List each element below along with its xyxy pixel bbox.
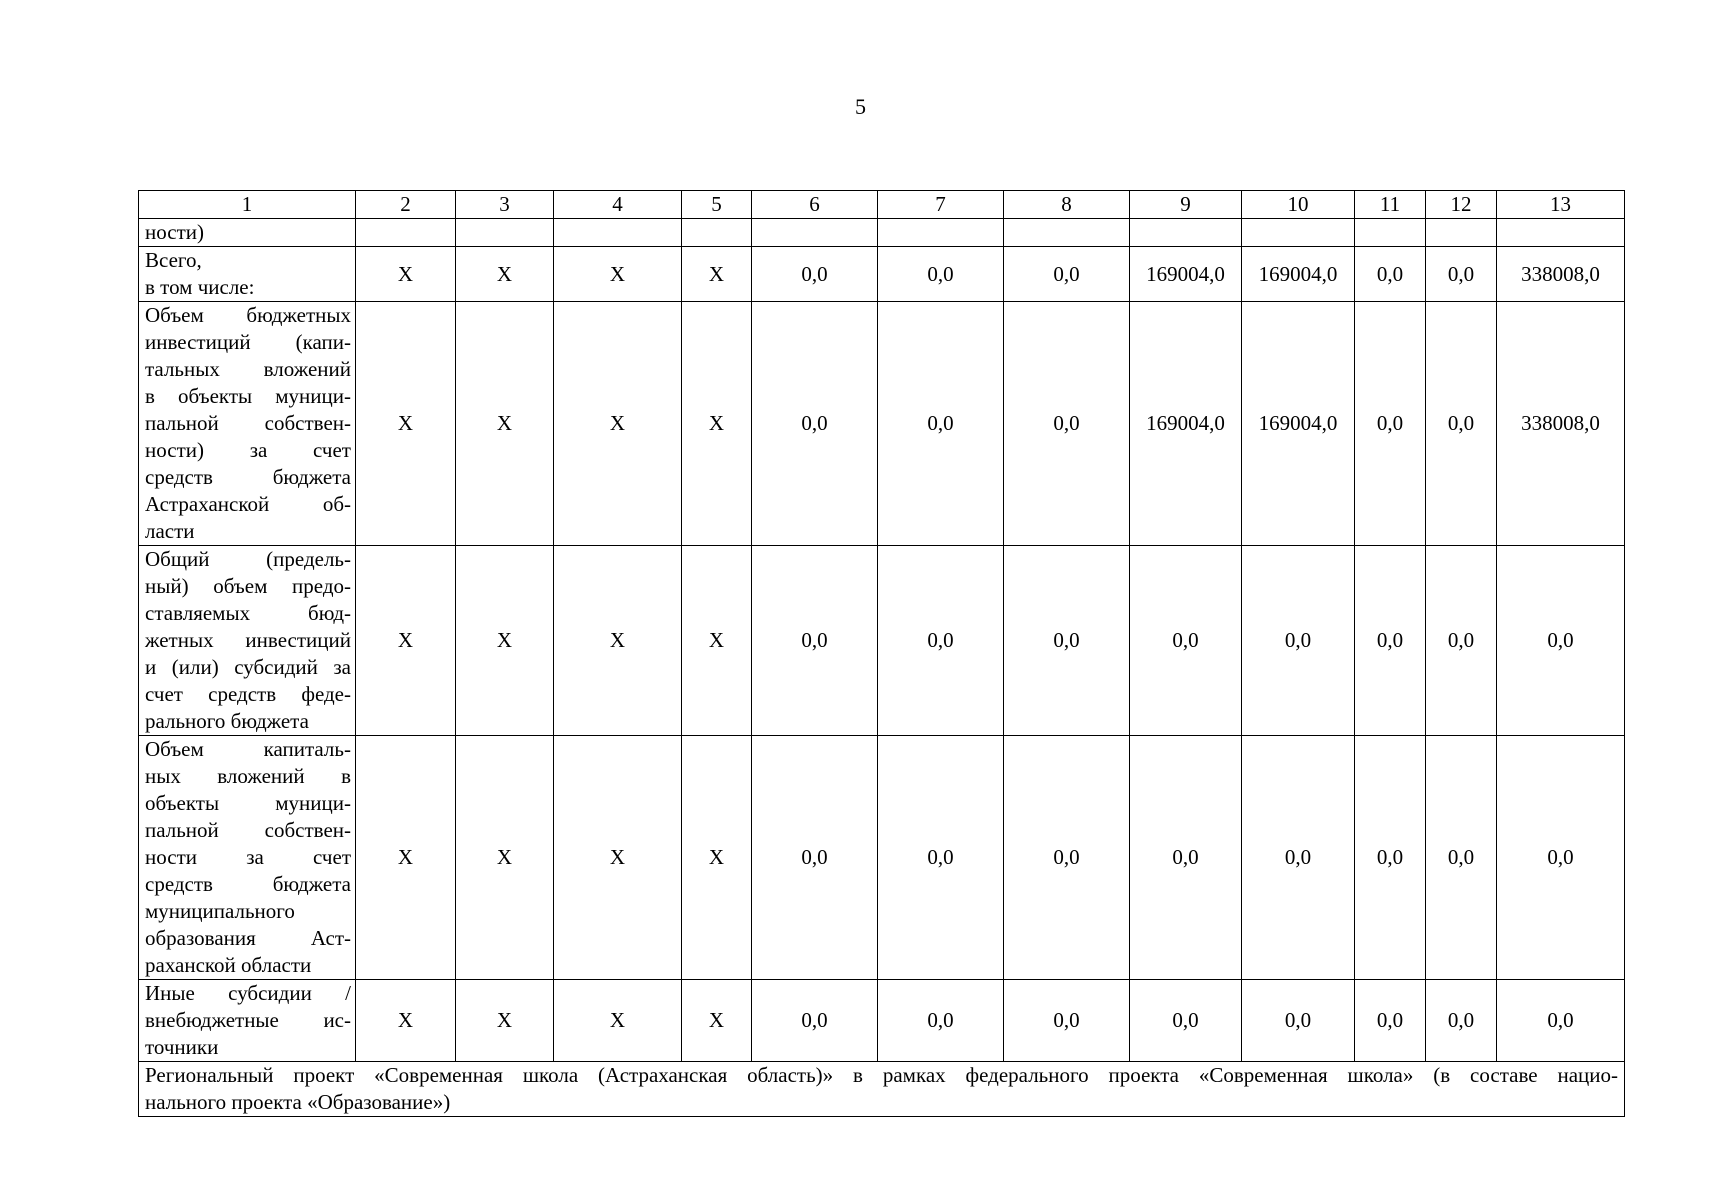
table-cell: X xyxy=(554,302,682,546)
column-header: 12 xyxy=(1426,191,1497,219)
column-header: 7 xyxy=(878,191,1004,219)
row-label-line: ности) за счет xyxy=(145,438,351,462)
row-label-line: жетных инвестиций xyxy=(145,628,351,652)
table-cell: X xyxy=(682,302,752,546)
section-title-row xyxy=(139,1062,1625,1117)
table-cell: X xyxy=(356,302,456,546)
table-cell xyxy=(1130,219,1242,247)
table-cell: 338008,0 xyxy=(1497,302,1625,546)
row-label-line: и (или) субсидий за xyxy=(145,655,351,679)
row-label-line: счет средств феде- xyxy=(145,682,351,706)
row-label-line: ставляемых бюд- xyxy=(145,601,351,625)
table-row xyxy=(139,219,1625,247)
table-row xyxy=(139,247,1625,302)
table-cell: X xyxy=(356,736,456,980)
table-cell: X xyxy=(554,546,682,736)
table-cell: 169004,0 xyxy=(1242,302,1355,546)
table-cell: 0,0 xyxy=(1355,302,1426,546)
table-cell: 0,0 xyxy=(1130,980,1242,1062)
table-cell: 0,0 xyxy=(752,247,878,302)
table-cell: 0,0 xyxy=(1426,302,1497,546)
budget-table xyxy=(138,190,1625,1117)
row-label-line: тальных вложений xyxy=(145,357,351,381)
row-label-cell xyxy=(139,302,356,546)
table-cell: 0,0 xyxy=(1130,736,1242,980)
table-cell: 0,0 xyxy=(1004,980,1130,1062)
table-cell xyxy=(752,219,878,247)
column-header: 9 xyxy=(1130,191,1242,219)
row-label-line: ный) объем предо- xyxy=(145,574,351,598)
column-header: 5 xyxy=(682,191,752,219)
table-cell: X xyxy=(456,980,554,1062)
column-header: 6 xyxy=(752,191,878,219)
row-label-line: средств бюджета xyxy=(145,872,351,896)
table-cell: X xyxy=(554,980,682,1062)
table-cell: 0,0 xyxy=(1426,980,1497,1062)
row-label-line: Всего, xyxy=(145,248,202,272)
row-label-cell xyxy=(139,980,356,1062)
column-header: 10 xyxy=(1242,191,1355,219)
row-label-cell xyxy=(139,546,356,736)
row-label-line: ных вложений в xyxy=(145,764,351,788)
row-label-line: Объем бюджетных xyxy=(145,303,351,327)
table-cell xyxy=(878,219,1004,247)
column-header: 4 xyxy=(554,191,682,219)
table-cell: 0,0 xyxy=(878,247,1004,302)
row-label-line: в том числе: xyxy=(145,275,255,299)
table-cell: 0,0 xyxy=(1004,736,1130,980)
column-header: 13 xyxy=(1497,191,1625,219)
row-label-line: пальной собствен- xyxy=(145,818,351,842)
column-header: 1 xyxy=(139,191,356,219)
row-label-cell xyxy=(139,736,356,980)
column-header: 2 xyxy=(356,191,456,219)
row-label-line: Общий (предель- xyxy=(145,547,351,571)
table-cell: 338008,0 xyxy=(1497,247,1625,302)
table-cell: 0,0 xyxy=(1355,980,1426,1062)
table-cell: X xyxy=(356,546,456,736)
table-row xyxy=(139,302,1625,546)
table-cell: 169004,0 xyxy=(1242,247,1355,302)
table-cell xyxy=(554,219,682,247)
row-label-line: пальной собствен- xyxy=(145,411,351,435)
table-cell: X xyxy=(682,736,752,980)
table-cell: 169004,0 xyxy=(1130,247,1242,302)
row-label-cell xyxy=(139,219,356,247)
column-header: 3 xyxy=(456,191,554,219)
table-row xyxy=(139,736,1625,980)
row-label-line: Астраханской об- xyxy=(145,492,351,516)
table-cell: 0,0 xyxy=(1426,247,1497,302)
row-label-line: Объем капиталь- xyxy=(145,737,351,761)
table-cell: 0,0 xyxy=(1004,247,1130,302)
table-cell: 0,0 xyxy=(1426,736,1497,980)
table-cell xyxy=(1355,219,1426,247)
table-cell: X xyxy=(456,302,554,546)
section-title-cell xyxy=(139,1062,1625,1117)
row-label-line: образования Аст- xyxy=(145,926,351,950)
table-cell: X xyxy=(554,736,682,980)
table-cell: X xyxy=(682,247,752,302)
table-cell: 0,0 xyxy=(878,546,1004,736)
table-cell xyxy=(1497,219,1625,247)
row-label-line: точники xyxy=(145,1035,219,1059)
table-cell: X xyxy=(682,980,752,1062)
table-cell: 0,0 xyxy=(1426,546,1497,736)
table-cell: 0,0 xyxy=(878,302,1004,546)
table-cell xyxy=(456,219,554,247)
table-cell: 0,0 xyxy=(878,736,1004,980)
table-cell: 0,0 xyxy=(1130,546,1242,736)
table-cell: 0,0 xyxy=(1497,980,1625,1062)
table-cell xyxy=(1242,219,1355,247)
header-row xyxy=(139,191,1625,219)
table-cell: X xyxy=(356,980,456,1062)
table-cell: X xyxy=(554,247,682,302)
table-cell: X xyxy=(456,736,554,980)
table-cell: 0,0 xyxy=(752,980,878,1062)
table-cell: X xyxy=(456,247,554,302)
table-cell: 0,0 xyxy=(1242,546,1355,736)
table-cell xyxy=(1004,219,1130,247)
row-label-cell xyxy=(139,247,356,302)
column-header: 8 xyxy=(1004,191,1130,219)
table-cell: X xyxy=(682,546,752,736)
table-cell: 0,0 xyxy=(1355,546,1426,736)
row-label-line: ности) xyxy=(145,220,204,244)
table-row xyxy=(139,980,1625,1062)
table-cell: 0,0 xyxy=(1497,546,1625,736)
table-cell: 0,0 xyxy=(752,302,878,546)
row-label-line: средств бюджета xyxy=(145,465,351,489)
table-cell: 0,0 xyxy=(1242,980,1355,1062)
row-label-line: Иные субсидии / xyxy=(145,981,351,1005)
table-cell: X xyxy=(356,247,456,302)
row-label-line: внебюджетные ис- xyxy=(145,1008,351,1032)
row-label-line: объекты муници- xyxy=(145,791,351,815)
row-label-line: рального бюджета xyxy=(145,709,309,733)
row-label-line: ласти xyxy=(145,519,195,543)
table-cell xyxy=(356,219,456,247)
column-header: 11 xyxy=(1355,191,1426,219)
table-cell: 0,0 xyxy=(1497,736,1625,980)
row-label-line: инвестиций (капи- xyxy=(145,330,351,354)
row-label-line: в объекты муници- xyxy=(145,384,351,408)
row-label-line: муниципального xyxy=(145,899,295,923)
table-cell: 169004,0 xyxy=(1130,302,1242,546)
table-cell: X xyxy=(456,546,554,736)
row-label-line: раханской области xyxy=(145,953,312,977)
section-title-line: нального проекта «Образование») xyxy=(145,1090,451,1114)
table-cell: 0,0 xyxy=(1004,302,1130,546)
table-cell: 0,0 xyxy=(1004,546,1130,736)
page-number: 5 xyxy=(855,94,866,119)
table-cell: 0,0 xyxy=(878,980,1004,1062)
table-cell: 0,0 xyxy=(1355,736,1426,980)
table-row xyxy=(139,546,1625,736)
table-cell: 0,0 xyxy=(1355,247,1426,302)
table-cell: 0,0 xyxy=(1242,736,1355,980)
table-cell: 0,0 xyxy=(752,546,878,736)
section-title-line: Региональный проект «Современная школа (Астраханская область)» в рамках федерального проекта «Современная школа» (в составе нацио- xyxy=(145,1063,1618,1087)
row-label-line: ности за счет xyxy=(145,845,351,869)
table-cell xyxy=(1426,219,1497,247)
table-cell xyxy=(682,219,752,247)
table-cell: 0,0 xyxy=(752,736,878,980)
